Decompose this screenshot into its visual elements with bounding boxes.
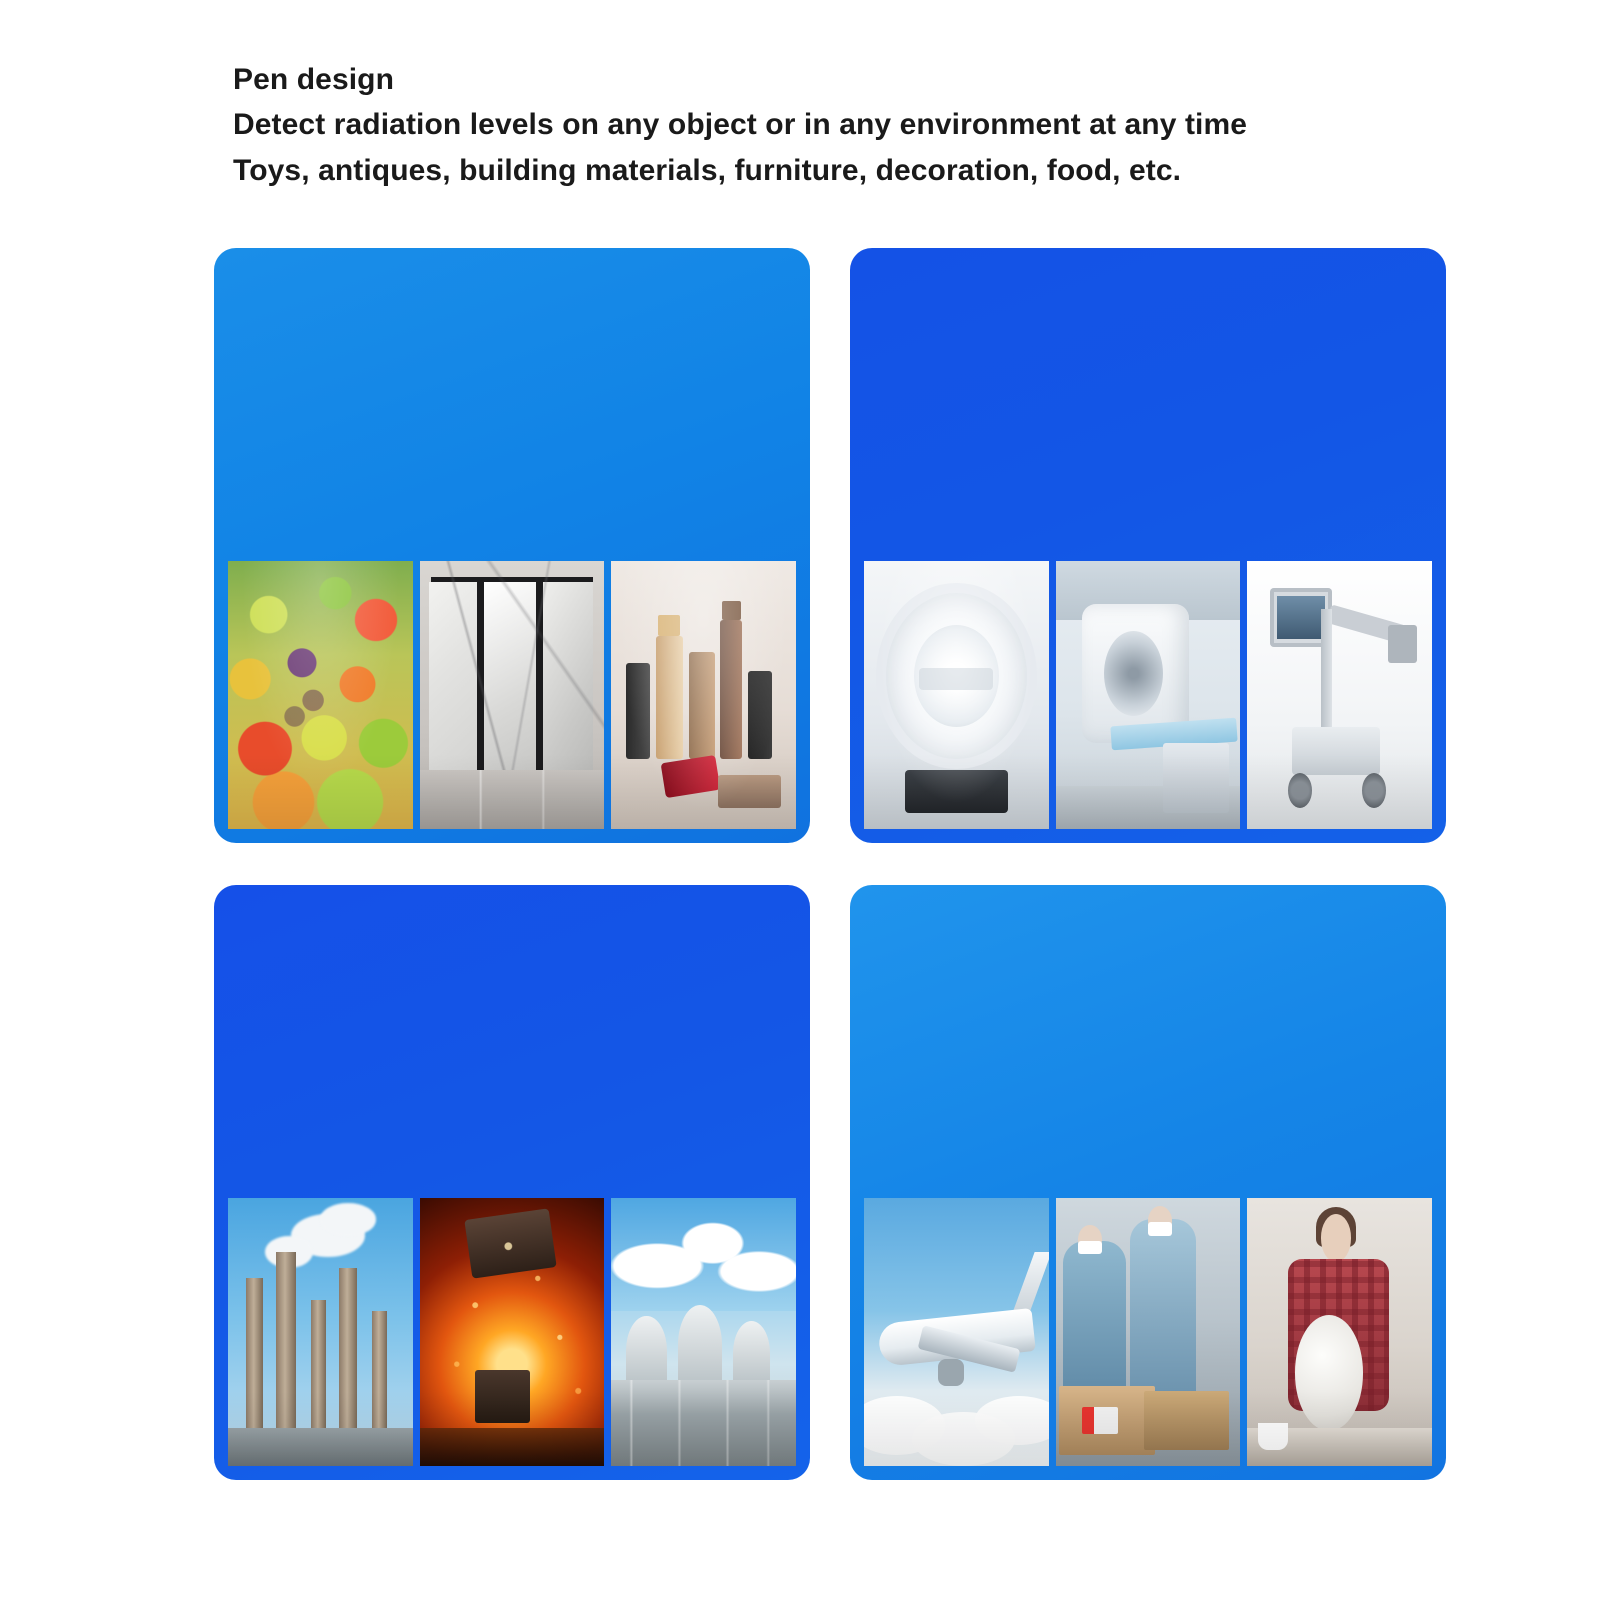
pregnant-woman-photo: [1247, 1198, 1432, 1466]
smokestack-power-plant-photo: [228, 1198, 413, 1466]
mobile-x-ray-machine-photo: [1247, 561, 1432, 829]
mri-scanner-room-photo: [1056, 561, 1241, 829]
heading-line-1: Pen design: [233, 63, 395, 96]
lab-workers-inspecting-photo: [1056, 1198, 1241, 1466]
thumbnail-row: [228, 561, 796, 829]
heading-block: [233, 58, 1533, 194]
heading-line-2: Detect radiation levels on any object or in any environment at any time: [233, 108, 1248, 141]
thumbnail-row: [864, 561, 1432, 829]
nuclear-power-plant-photo: [611, 1198, 796, 1466]
heading-line-3: Toys, antiques, building materials, furniture, decoration, food, etc.: [233, 154, 1182, 187]
panel-everyday-objects: [214, 248, 810, 843]
fruits-and-vegetables-photo: [228, 561, 413, 829]
panel-medical-equipment: [850, 248, 1446, 843]
stone-slab-display-photo: [420, 561, 605, 829]
airplane-in-flight-photo: [864, 1198, 1049, 1466]
molten-metal-foundry-photo: [420, 1198, 605, 1466]
panel-people-and-travel: [850, 885, 1446, 1480]
thumbnail-row: [228, 1198, 796, 1466]
panel-grid: [214, 248, 1446, 1528]
cosmetics-bottles-photo: [611, 561, 796, 829]
panel-industrial-sites: [214, 885, 810, 1480]
ct-scanner-photo: [864, 561, 1049, 829]
thumbnail-row: [864, 1198, 1432, 1466]
